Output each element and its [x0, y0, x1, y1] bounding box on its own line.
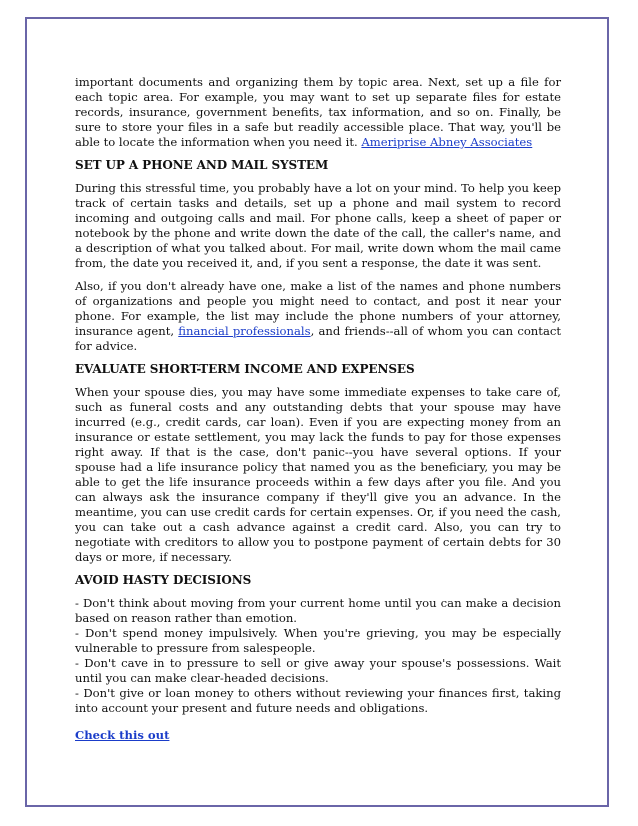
ameriprise-link[interactable]: Ameriprise Abney Associates — [361, 135, 533, 149]
financial-professionals-link[interactable]: financial professionals — [178, 324, 311, 338]
check-paragraph — [75, 728, 561, 743]
heading-hasty-decisions: AVOID HASTY DECISIONS — [75, 573, 252, 587]
list-item: - Don't give or loan money to others without reviewing your finances first, taking into account your present and future needs and obligations. — [75, 686, 561, 715]
paragraph-files: important documents and organizing them by topic area. Next, set up a file for each topic area. For example, you may want to set up separate files for estate records, insurance, government benefits, tax information, and so on. Finally, be sure to store your files in a safe but readily accessible place. That way, you'll be able to locate the information when you need it. Ameriprise Abney Associates — [75, 75, 561, 149]
paragraph-expenses: When your spouse dies, you may have some immediate expenses to take care of, such as funeral costs and any outstanding debts that your spouse may have incurred (e.g., credit cards, car loan). Even if you are expecting money from an insurance or estate settlement, you may lack the funds to pay for those expenses right away. If that is the case, don't panic--you have several options. If your spouse had a life insurance policy that named you as the beneficiary, you may be able to get the life insurance proceeds within a few days after you file. And you can always ask the insurance company if they'll give you an advance. In the meantime, you can use credit cards for certain expenses. Or, if you need the cash, you can take out a cash advance against a credit card. Also, you can try to negotiate with creditors to allow you to postpone payment of certain debts for 30 days or more, if necessary. — [75, 385, 561, 564]
paragraph-contact-list: Also, if you don't already have one, make a list of the names and phone numbers of organizations and people you might need to contact, and post it near your phone. For example, the list may include the phone numbers of your attorney, insurance agent, financial professionals, and friends--all of whom you can contact for advice. — [75, 279, 562, 353]
list-item: - Don't cave in to pressure to sell or give away your spouse's possessions. Wait until you can make clear-headed decisions. — [75, 656, 561, 685]
list-item: - Don't spend money impulsively. When you're grieving, you may be especially vulnerable to pressure from salespeople. — [75, 626, 561, 655]
decision-list — [75, 596, 561, 716]
check-this-out-link[interactable]: Check this out — [75, 728, 170, 742]
list-item: - Don't think about moving from your current home until you can make a decision based on reason rather than emotion. — [75, 596, 561, 625]
paragraph-phone-mail: During this stressful time, you probably have a lot on your mind. To help you keep track of certain tasks and details, set up a phone and mail system to record incoming and outgoing calls and mail. For phone calls, keep a sheet of paper or notebook by the phone and write down the date of the call, the caller's name, and a description of what you talked about. For mail, write down whom the mail came from, the date you received it, and, if you sent a response, the date it was sent. — [75, 181, 561, 270]
heading-short-term: EVALUATE SHORT-TERM INCOME AND EXPENSES — [75, 362, 415, 376]
document-body — [75, 75, 561, 751]
heading-phone-mail: SET UP A PHONE AND MAIL SYSTEM — [75, 158, 329, 172]
